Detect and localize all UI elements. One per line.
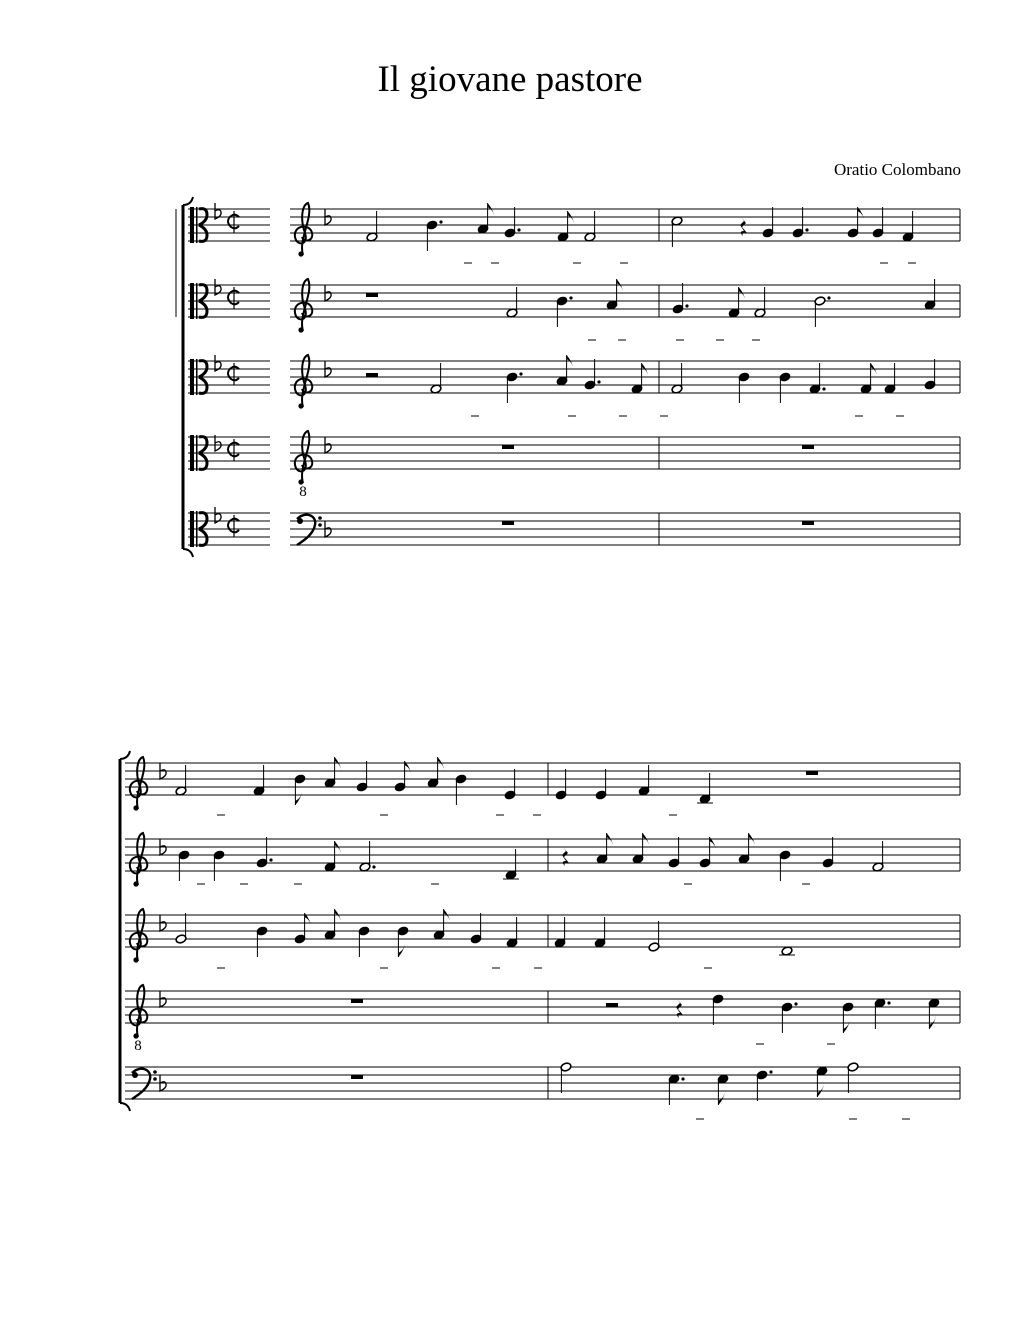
treble-clef-icon <box>295 431 312 485</box>
clefs <box>130 203 331 1099</box>
bracket-hook <box>183 197 193 205</box>
notes <box>175 203 940 1105</box>
treble-clef-icon <box>130 833 147 887</box>
note <box>728 287 746 318</box>
note <box>477 203 495 234</box>
note <box>356 761 368 792</box>
note <box>560 1062 572 1093</box>
note <box>668 837 680 868</box>
note <box>595 769 607 800</box>
note <box>717 1074 729 1105</box>
half-rest <box>606 1003 618 1007</box>
composer-name: Oratio Colombano <box>833 160 961 179</box>
note <box>430 363 442 394</box>
note <box>712 994 724 1025</box>
treble-clef-icon <box>130 985 147 1039</box>
note <box>924 359 936 390</box>
note <box>631 363 649 394</box>
whole-rest <box>806 771 818 775</box>
cut-time-icon <box>228 287 239 309</box>
note <box>648 921 660 952</box>
treble-clef-icon <box>130 757 147 811</box>
note <box>427 757 445 788</box>
bass-clef-icon <box>297 515 322 545</box>
whole-rest <box>351 999 363 1003</box>
whole-rest <box>366 293 378 297</box>
note <box>366 211 378 242</box>
bracket-hook <box>120 751 130 759</box>
note <box>557 211 575 242</box>
note <box>874 998 891 1029</box>
treble-clef-icon <box>295 203 312 257</box>
note <box>762 207 774 238</box>
note <box>671 216 683 247</box>
note <box>175 913 187 944</box>
note <box>556 355 574 386</box>
whole-rest <box>351 1075 363 1079</box>
note <box>433 909 451 940</box>
note <box>504 769 516 800</box>
note <box>779 372 791 403</box>
note <box>738 372 750 403</box>
note <box>884 363 896 394</box>
note <box>902 211 914 242</box>
bass-clef-icon <box>132 1069 157 1099</box>
note <box>671 363 683 394</box>
note <box>842 1002 854 1033</box>
note <box>872 207 884 238</box>
note <box>455 774 467 805</box>
note <box>632 833 650 864</box>
bracket-hook <box>120 1103 130 1111</box>
note <box>779 850 791 881</box>
whole-rest <box>802 521 814 525</box>
note <box>738 833 756 864</box>
note <box>324 757 342 788</box>
note <box>397 926 409 957</box>
note <box>554 917 566 948</box>
bracket-hook <box>183 549 193 557</box>
note <box>506 287 518 318</box>
half-rest <box>366 373 378 377</box>
note <box>213 850 225 881</box>
note <box>847 1062 859 1093</box>
note <box>928 998 940 1029</box>
cut-time-icon <box>228 515 239 537</box>
note <box>324 909 342 940</box>
treble-clef-icon <box>295 355 312 409</box>
note <box>594 917 606 948</box>
cut-time-icon <box>228 211 239 233</box>
note <box>178 850 190 881</box>
treble-clef-icon <box>130 909 147 963</box>
whole-rest <box>502 521 514 525</box>
note <box>596 833 614 864</box>
note <box>638 765 650 796</box>
note <box>256 926 268 957</box>
note <box>860 363 878 394</box>
note <box>294 774 306 805</box>
system-brackets <box>120 197 193 1111</box>
treble-clef-icon <box>295 279 312 333</box>
note <box>506 917 518 948</box>
note <box>503 849 519 880</box>
note <box>697 773 713 804</box>
note <box>754 287 766 318</box>
note <box>816 1066 828 1097</box>
note <box>555 769 567 800</box>
octave-mark: 8 <box>134 1038 142 1054</box>
score-title: Il giovane pastore <box>377 59 643 100</box>
cut-time-icon <box>228 439 239 461</box>
note <box>606 279 624 310</box>
note <box>253 765 265 796</box>
octave-mark: 8 <box>299 484 307 500</box>
whole-rest <box>802 445 814 449</box>
note <box>359 841 376 872</box>
note <box>358 926 370 957</box>
staff-lines <box>125 209 960 1099</box>
note <box>584 211 596 242</box>
note <box>324 841 342 872</box>
note <box>924 279 936 310</box>
note <box>822 837 834 868</box>
note <box>470 913 482 944</box>
note <box>809 363 826 394</box>
whole-rest <box>502 445 514 449</box>
cut-time-icon <box>228 363 239 385</box>
note <box>668 1074 685 1105</box>
note <box>175 765 187 796</box>
note <box>872 841 884 872</box>
